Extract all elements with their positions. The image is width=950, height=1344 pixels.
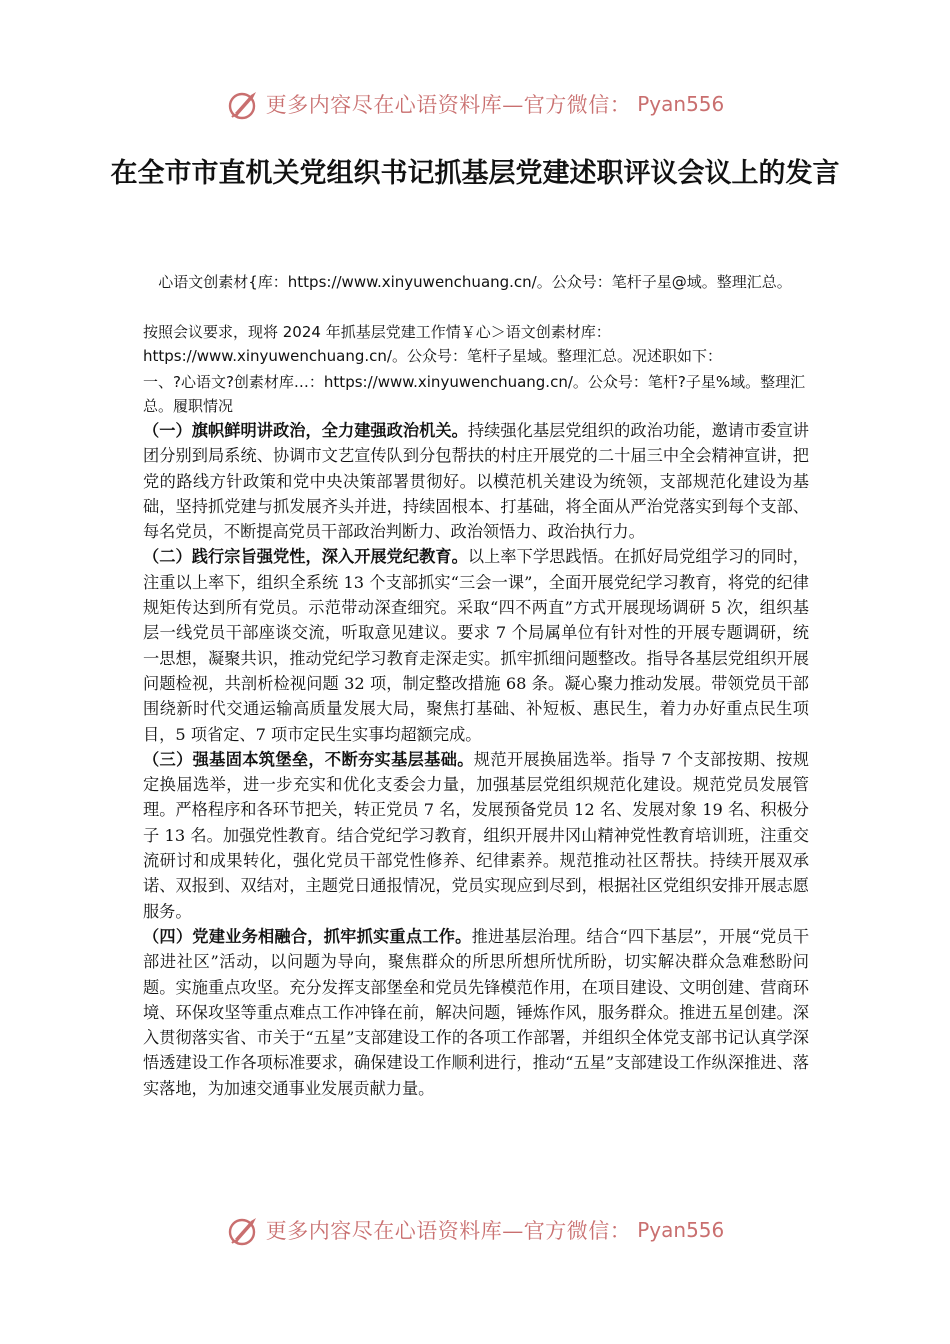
section-heading: （四）党建业务相融合，抓牢抓实重点工作。 [143, 926, 472, 946]
watermark-text: 更多内容尽在心语资料库—官方微信： [265, 93, 632, 117]
section-paragraph [143, 924, 809, 1101]
section-paragraph [143, 747, 809, 924]
watermark-wechat-id: Pyan556 [637, 92, 725, 116]
pen-logo-icon [226, 86, 262, 122]
section-text: 以上率下学思践悟。在抓好局党组学习的同时，注重以上率下，组织全系统 13 个支部抓实“三会一课”，全面开展党纪学习教育，将党的纪律规矩传达到所有党员。示范带动深查细究。采取“四不两直”方式开展现场调研 5 次，组织基层一线党员干部座谈交流，听取意见建议。要求 7 个局属单位有针对性的开展专题调研，统一思想，凝聚共识，推动党纪学习教育走深走实。抓牢抓细问题整改。指导各基层党组织开展问题检视，共剖析检视问题 32 项，制定整改措施 68 条。凝心聚力推动发展。带领党员干部围绕新时代交通运输高质量发展大局，聚焦打基础、补短板、惠民生，着力办好重点民生项目，5 项省定、7 项市定民生实事均超额完成。 [143, 547, 809, 744]
section-text: 规范开展换届选举。指导 7 个支部按期、按规定换届选举，进一步充实和优化支委会力量，加强基层党组织规范化建设。规范党员发展管理。严格程序和各环节把关，转正党员 7 名，发展预备党员 12 名、发展对象 19 名、积极分子 13 名。加强党性教育。结合党纪学习教育，组织开展井冈山精神党性教育培训班，注重交流研讨和成果转化，强化党员干部党性修养、纪律素养。规范推动社区帮扶。持续开展双承诺、双报到、双结对，主题党日通报情况，党员实现应到尽到，根据社区党组织安排开展志愿服务。 [143, 749, 809, 921]
watermark-banner-bottom [0, 1208, 950, 1252]
document-body [143, 418, 809, 1101]
section-paragraph [143, 544, 809, 746]
section-heading: （二）践行宗旨强党性，深入开展党纪教育。 [143, 547, 468, 567]
page-title: 在全市市直机关党组织书记抓基层党建述职评议会议上的发言 [110, 158, 840, 189]
watermark-wechat-id: Pyan556 [637, 1218, 725, 1242]
section-heading-performance: 一、?心语文?创素材库…：https://www.xinyuwenchuang.cn/。公众号：笔杆?子星%域。整理汇总。履职情况 [143, 373, 806, 415]
intro-paragraph: 按照会议要求，现将 2024 年抓基层党建工作情￥心＞语文创素材库：https://www.xinyuwenchuang.cn/。公众号：笔杆子星域。整理汇总。况述职如下： [143, 323, 722, 365]
source-note: 心语文创素材{库：https://www.xinyuwenchuang.cn/。公众号：笔杆子星@域。整理汇总。 [158, 273, 792, 291]
watermark-text: 更多内容尽在心语资料库—官方微信： [265, 1219, 632, 1243]
section-text: 推进基层治理。结合“四下基层”，开展“党员干部进社区”活动，以问题为导向，聚焦群众的所思所想所忧所盼，切实解决群众急难愁盼问题。实施重点攻坚。充分发挥支部堡垒和党员先锋模范作用，在项目建设、文明创建、营商环境、环保攻坚等重点难点工作冲锋在前，解决问题，锤炼作风，服务群众。推进五星创建。深入贯彻落实省、市关于“五星”支部建设工作的各项工作部署，并组织全体党支部书记认真学深悟透建设工作各项标准要求，确保建设工作顺利进行，推动“五星”支部建设工作纵深推进、落实落地，为加速交通事业发展贡献力量。 [143, 926, 810, 1098]
section-text: 持续强化基层党组织的政治功能，邀请市委宣讲团分别到局系统、协调市文艺宣传队到分包帮扶的村庄开展党的二十届三中全会精神宣讲，把党的路线方针政策和党中央决策部署贯彻好。以模范机关建设为统领，支部规范化建设为基础，坚持抓党建与抓发展齐头并进，持续固根本、打基础，将全面从严治党落实到每个支部、每名党员，不断提高党员干部政治判断力、政治领悟力、政治执行力。 [143, 421, 809, 542]
watermark-banner-top [0, 82, 950, 126]
section-heading: （一）旗帜鲜明讲政治，全力建强政治机关。 [143, 421, 468, 440]
pen-logo-icon [226, 1212, 262, 1248]
section-paragraph [143, 418, 809, 544]
section-heading: （三）强基固本筑堡垒，不断夯实基层基础。 [143, 749, 474, 769]
